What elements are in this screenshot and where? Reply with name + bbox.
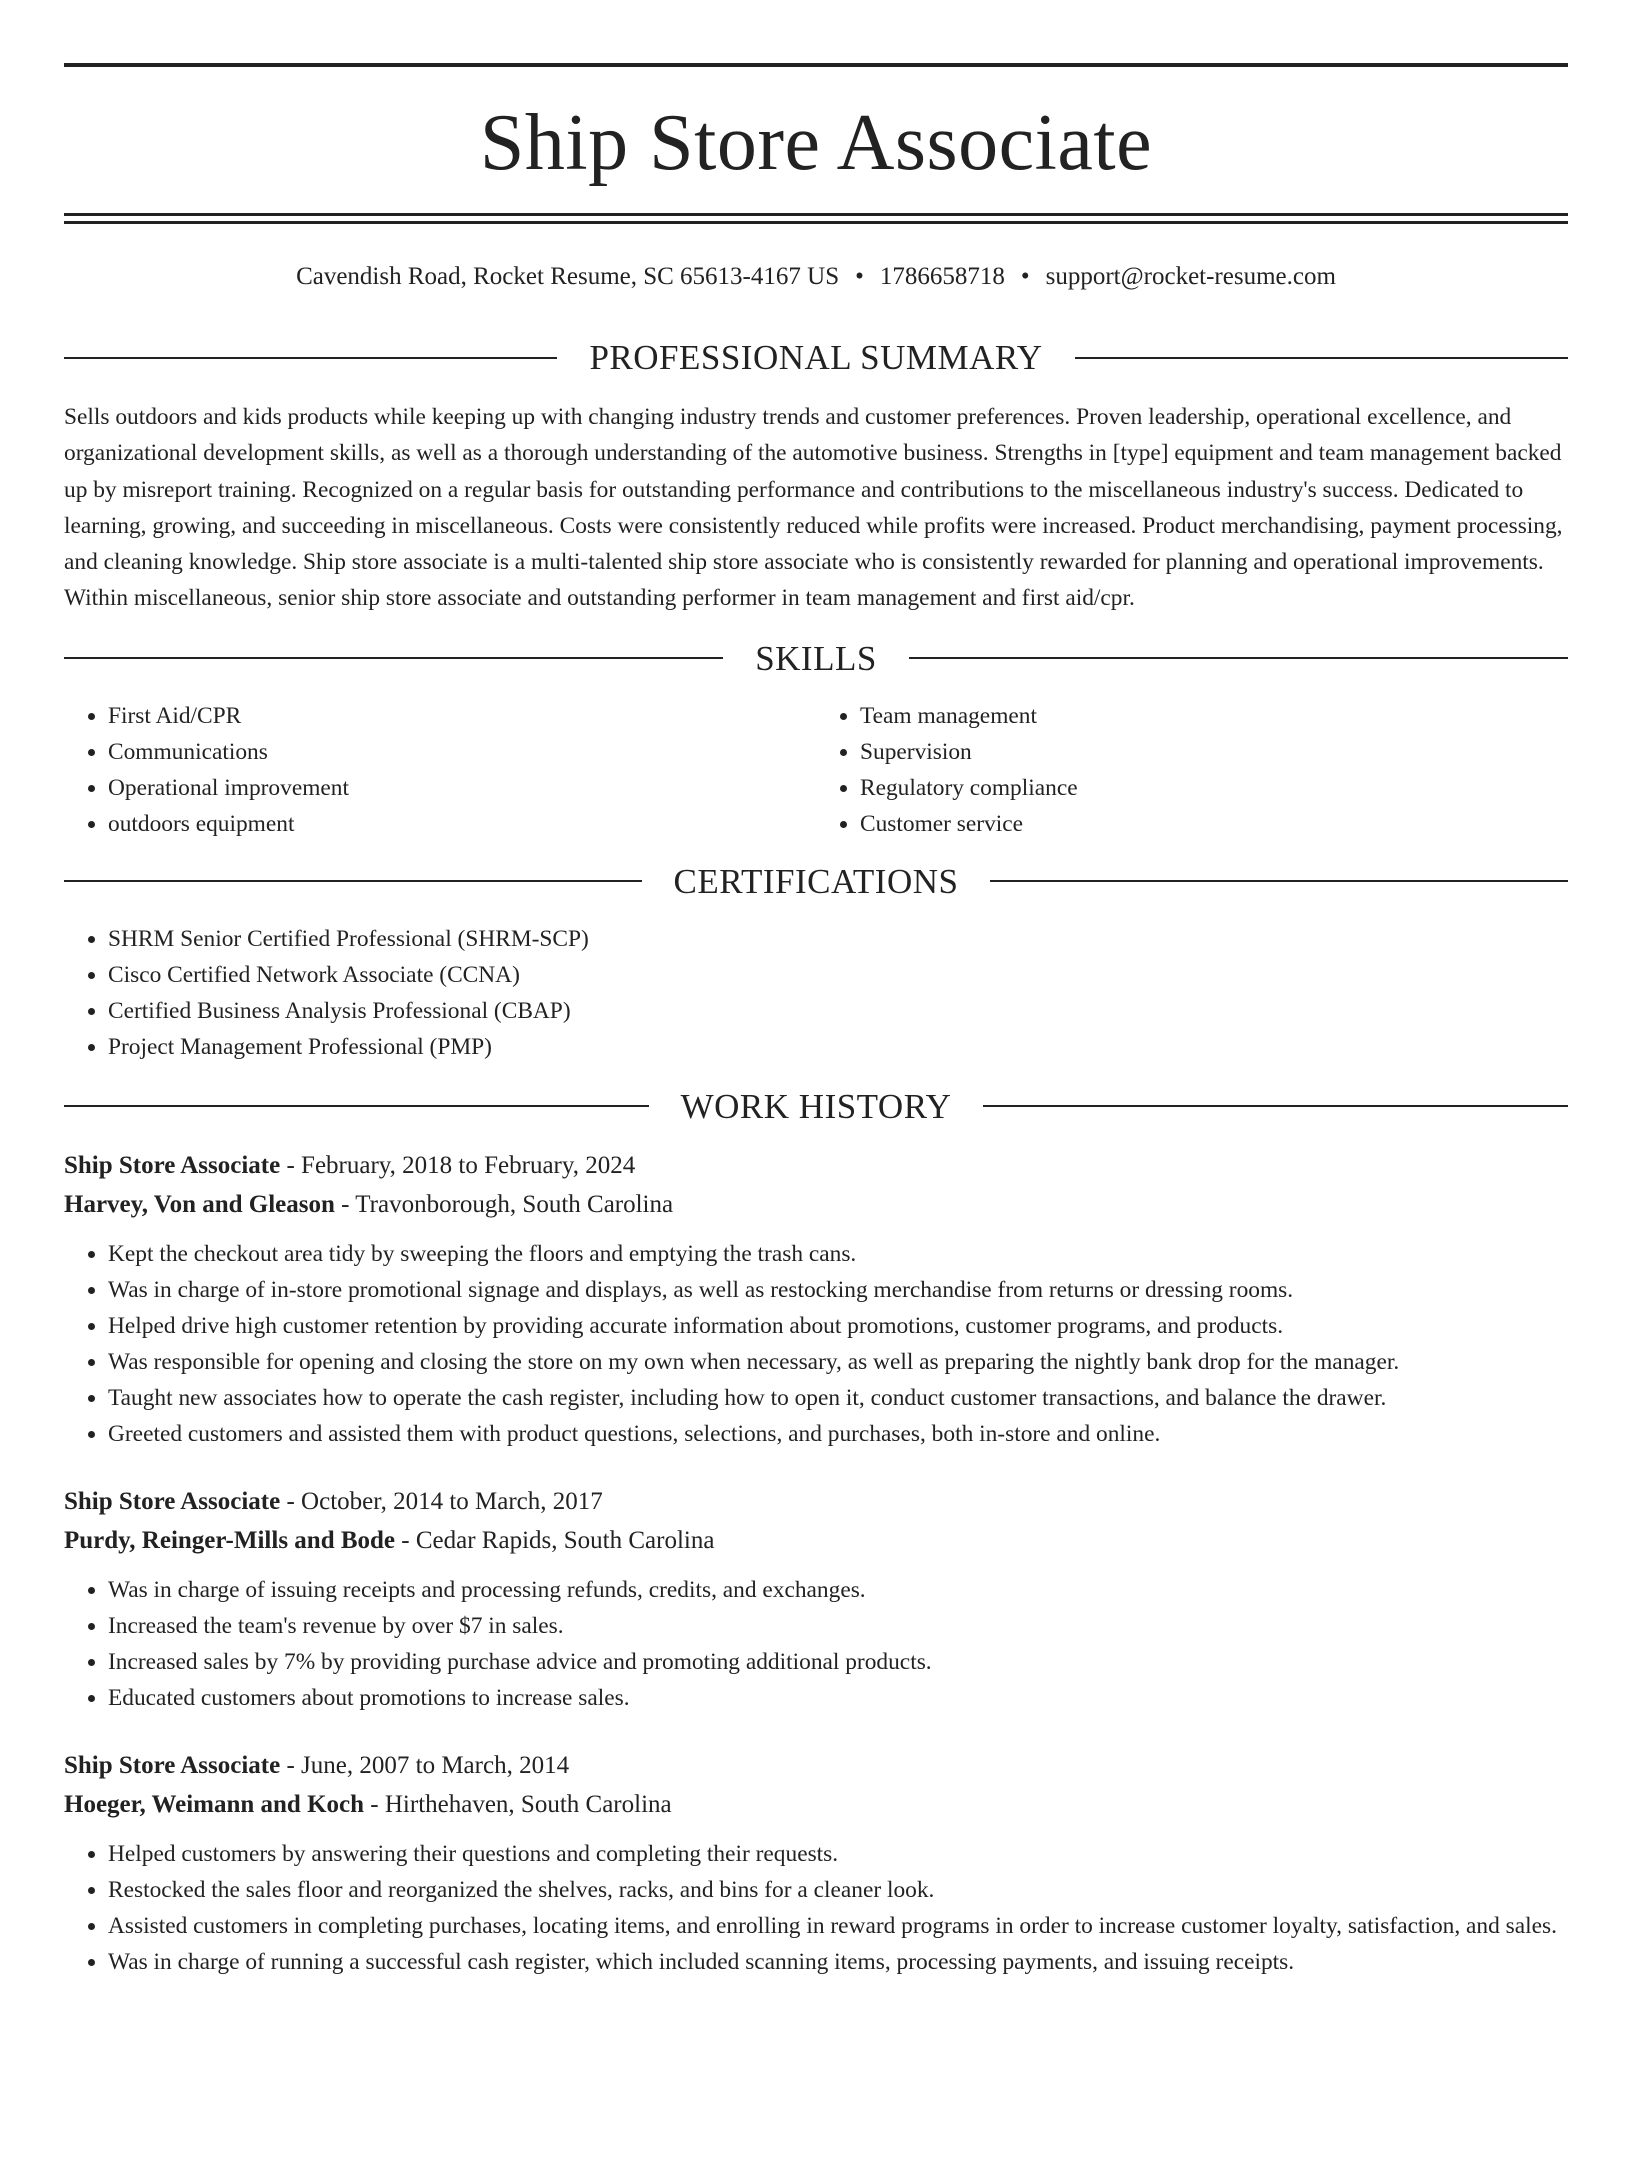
job-location: - Cedar Rapids, South Carolina <box>395 1526 715 1554</box>
section-header-work-history <box>64 1086 1568 1126</box>
job-company: Harvey, Von and Gleason <box>64 1190 335 1218</box>
job-bullet: • Restocked the sales floor and reorganized the shelves, racks, and bins for a cleaner look. <box>108 1872 1568 1908</box>
job-bullets <box>64 1836 1568 1980</box>
section-header-summary <box>64 340 1568 375</box>
contact-separator: • <box>855 263 864 290</box>
section-title: SKILLS <box>755 638 877 678</box>
contact-phone: 1786658718 <box>879 263 1005 290</box>
job-role: Ship Store Associate <box>64 1487 281 1515</box>
job-bullet: • Was responsible for opening and closing the store on my own when necessary, as well as preparing the nightly bank drop for the manager. <box>108 1344 1568 1380</box>
certification-item: • Project Management Professional (PMP) <box>108 1029 1568 1065</box>
top-rule <box>64 63 1568 67</box>
contact-email: support@rocket-resume.com <box>1045 263 1336 290</box>
skill-item: • Supervision <box>860 734 1568 770</box>
skill-item: • Regulatory compliance <box>860 770 1568 806</box>
job-entry <box>64 1746 1568 1980</box>
job-title-line <box>64 1746 1568 1785</box>
job-bullet: • Was in charge of issuing receipts and processing refunds, credits, and exchanges. <box>108 1572 1568 1608</box>
job-bullet: • Greeted customers and assisted them with product questions, selections, and purchases, both in-store and online. <box>108 1416 1568 1452</box>
job-company-line <box>64 1785 1568 1824</box>
skill-item: • Communications <box>108 734 816 770</box>
candidate-name: Ship Store Associate <box>479 99 1153 187</box>
section-title: WORK HISTORY <box>680 1086 952 1126</box>
skills-list-right <box>816 698 1568 842</box>
skill-item: • Operational improvement <box>108 770 816 806</box>
section-header-skills <box>64 638 1568 678</box>
job-bullet: • Helped drive high customer retention by providing accurate information about promotions, customer programs, and products. <box>108 1308 1568 1344</box>
skill-item: • Team management <box>860 698 1568 734</box>
job-bullet: • Was in charge of in-store promotional signage and displays, as well as restocking merchandise from returns or dressing rooms. <box>108 1272 1568 1308</box>
job-bullet: • Educated customers about promotions to increase sales. <box>108 1680 1568 1716</box>
skill-item: • Customer service <box>860 806 1568 842</box>
job-bullets <box>64 1572 1568 1716</box>
contact-address: Cavendish Road, Rocket Resume, SC 65613-4167 US <box>296 263 840 290</box>
job-bullet: • Helped customers by answering their questions and completing their requests. <box>108 1836 1568 1872</box>
job-location: - Travonborough, South Carolina <box>334 1190 674 1218</box>
job-company-line <box>64 1521 1568 1560</box>
certification-item: • Cisco Certified Network Associate (CCNA) <box>108 957 1568 993</box>
summary-text: Sells outdoors and kids products while keeping up with changing industry trends and customer preferences. Proven leadership, operational excellence, and organizational development skills, as well as a thorough understanding of the automotive business. Strengths in [type] equipment and team management backed up by misreport training. Recognized on a regular basis for outstanding performance and contributions to the miscellaneous industry's success. Dedicated to learning, growing, and succeeding in miscellaneous. Costs were consistently reduced while profits were increased. Product merchandising, payment processing, and cleaning knowledge. Ship store associate is a multi-talented ship store associate who is consistently rewarded for planning and operational improvements. Within miscellaneous, senior ship store associate and outstanding performer in team management and first aid/cpr. <box>64 404 1563 612</box>
section-title: PROFESSIONAL SUMMARY <box>589 338 1043 377</box>
job-entry <box>64 1482 1568 1716</box>
certifications-list <box>64 921 1568 1065</box>
job-role: Ship Store Associate <box>64 1151 281 1179</box>
section-header-certifications <box>64 861 1568 901</box>
job-bullet: • Increased the team's revenue by over $7 in sales. <box>108 1608 1568 1644</box>
section-title: CERTIFICATIONS <box>673 861 959 901</box>
job-bullet: • Increased sales by 7% by providing purchase advice and promoting additional products. <box>108 1644 1568 1680</box>
contact-separator: • <box>1020 263 1030 290</box>
job-dates: - October, 2014 to March, 2017 <box>280 1487 603 1515</box>
skills-grid <box>64 698 1568 842</box>
job-bullet: • Kept the checkout area tidy by sweeping the floors and emptying the trash cans. <box>108 1236 1568 1272</box>
job-dates: - February, 2018 to February, 2024 <box>280 1151 636 1179</box>
certification-item: • SHRM Senior Certified Professional (SHRM-SCP) <box>108 921 1568 957</box>
job-bullet: • Taught new associates how to operate the cash register, including how to open it, conduct customer transactions, and balance the drawer. <box>108 1380 1568 1416</box>
job-title-line <box>64 1482 1568 1521</box>
skill-item: • outdoors equipment <box>108 806 816 842</box>
job-bullets <box>64 1236 1568 1452</box>
job-entry <box>64 1146 1568 1452</box>
job-bullet: • Assisted customers in completing purchases, locating items, and enrolling in reward programs in order to increase customer loyalty, satisfaction, and sales. <box>108 1908 1568 1944</box>
job-company: Purdy, Reinger-Mills and Bode <box>64 1526 396 1554</box>
double-rule <box>64 213 1568 224</box>
certification-item: • Certified Business Analysis Professional (CBAP) <box>108 993 1568 1029</box>
job-title-line <box>64 1146 1568 1185</box>
job-dates: - June, 2007 to March, 2014 <box>280 1751 570 1779</box>
job-company-line <box>64 1185 1568 1224</box>
resume-page <box>0 63 1632 2175</box>
skill-item: • First Aid/CPR <box>108 698 816 734</box>
job-company: Hoeger, Weimann and Koch <box>64 1790 365 1818</box>
job-location: - Hirthehaven, South Carolina <box>364 1790 672 1818</box>
job-bullet: • Was in charge of running a successful cash register, which included scanning items, processing payments, and issuing receipts. <box>108 1944 1568 1980</box>
skills-list-left <box>64 698 816 842</box>
job-role: Ship Store Associate <box>64 1751 281 1779</box>
contact-line <box>64 262 1568 292</box>
